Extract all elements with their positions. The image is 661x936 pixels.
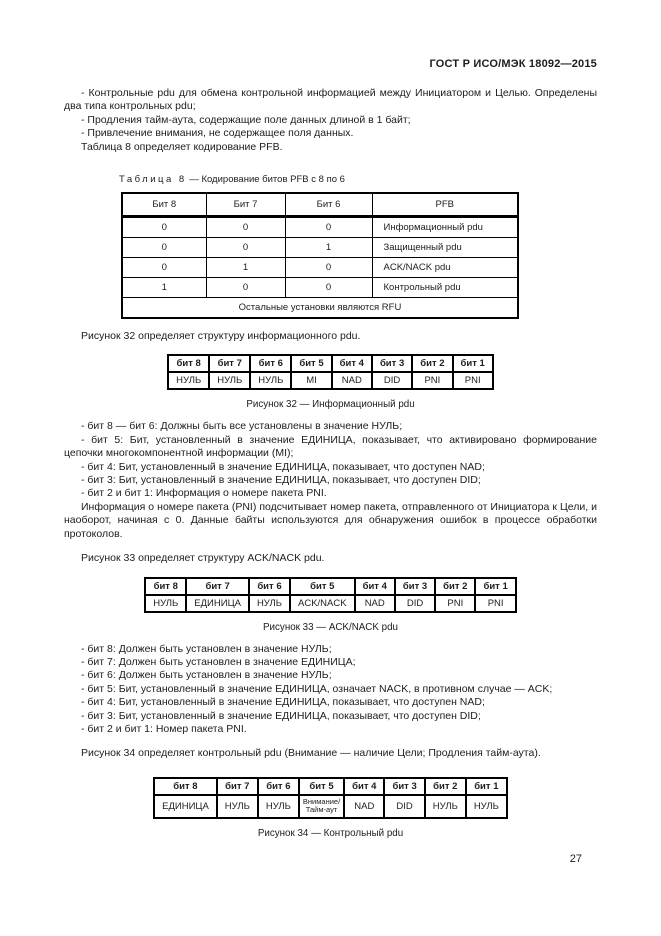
table-row: [122, 238, 518, 258]
page-number: 27: [569, 852, 582, 865]
table-cell: Информационный pdu: [372, 217, 518, 238]
figure33-value-row: [145, 595, 516, 612]
table-cell: Контрольный pdu: [372, 278, 518, 298]
paragraph-control-pdu: - Контрольные pdu для обмена контрольной информацией между Инициатором и Целью. Определены два типа контрольных pdu;: [64, 87, 597, 113]
table8-body: [122, 217, 518, 298]
column-header: Бит 6: [285, 193, 372, 217]
bit-value: DID: [384, 795, 424, 818]
paragraph-attention: - Привлечение внимания, не содержащее поля данных.: [81, 127, 354, 140]
column-header: бит 5: [291, 355, 331, 372]
bit-value: НУЛЬ: [209, 372, 250, 389]
figure32-bit-strip: [167, 354, 494, 390]
table-cell: ACK/NACK pdu: [372, 258, 518, 278]
column-header: бит 2: [435, 578, 475, 595]
figure32-notes: [64, 420, 597, 500]
bit-value: DID: [395, 595, 435, 612]
table-cell: 0: [122, 217, 206, 238]
bit-value: PNI: [453, 372, 493, 389]
column-header: бит 3: [384, 778, 424, 795]
column-header: бит 1: [453, 355, 493, 372]
figure32-value-row: [168, 372, 493, 389]
column-header: бит 2: [425, 778, 466, 795]
table-cell: 0: [206, 238, 285, 258]
bit-value: НУЛЬ: [249, 595, 290, 612]
table-cell: 1: [122, 278, 206, 298]
figure33-bit-strip: [144, 577, 517, 613]
bullet-paragraph: - бит 4: Бит, установленный в значение ЕДИНИЦА, показывает, что доступен NAD;: [81, 696, 485, 709]
bullet-paragraph: - бит 8: Должен быть установлен в значение НУЛЬ;: [81, 642, 332, 655]
figure33-caption: Рисунок 33 — ACK/NACK pdu: [263, 621, 398, 633]
bit-value: PNI: [435, 595, 475, 612]
table-cell: Защищенный pdu: [372, 238, 518, 258]
figure33-header-row: [145, 578, 516, 595]
bit-value: ЕДИНИЦА: [154, 795, 217, 818]
table-row: [122, 217, 518, 238]
column-header: бит 7: [217, 778, 258, 795]
bullet-paragraph: - бит 2 и бит 1: Информация о номере пакета PNI.: [81, 487, 327, 500]
column-header: бит 1: [475, 578, 515, 595]
bit-value: MI: [291, 372, 331, 389]
column-header: PFB: [372, 193, 518, 217]
table-row: [122, 278, 518, 298]
bullet-paragraph: - бит 5: Бит, установленный в значение ЕДИНИЦА, показывает, что активировано формирование цепочки многокомпонентной информации (MI);: [64, 433, 597, 460]
paragraph-table8-ref: Таблица 8 определяет кодирование PFB.: [81, 140, 283, 153]
bullet-paragraph: - бит 3: Бит, установленный в значение ЕДИНИЦА, показывает, что доступен DID;: [81, 474, 481, 487]
paragraph-pni-description: Информация о номере пакета (PNI) подсчитывает номер пакета, отправленного от Инициатора к Цели, и наоборот, начиная с 0. Данные байты используются для обнаружения ошибок в процессе обработки протоколов.: [64, 500, 597, 540]
bullet-paragraph: - бит 5: Бит, установленный в значение ЕДИНИЦА, означает NACK, в противном случае — ACK;: [81, 682, 553, 695]
column-header: бит 8: [168, 355, 209, 372]
column-header: бит 4: [344, 778, 384, 795]
bullet-paragraph: - бит 4: Бит, установленный в значение ЕДИНИЦА, показывает, что доступен NAD;: [81, 460, 485, 473]
column-header: бит 2: [412, 355, 452, 372]
table-cell: 0: [285, 258, 372, 278]
bullet-paragraph: - бит 7: Должен быть установлен в значение ЕДИНИЦА;: [81, 655, 356, 668]
table8-caption-label: Таблица 8: [119, 174, 187, 186]
bit-value: [299, 795, 344, 818]
column-header: бит 8: [145, 578, 186, 595]
table-cell: 0: [285, 278, 372, 298]
column-header: бит 6: [258, 778, 299, 795]
column-header: Бит 7: [206, 193, 285, 217]
bit-value: НУЛЬ: [168, 372, 209, 389]
bit-value: НУЛЬ: [145, 595, 186, 612]
column-header: бит 1: [466, 778, 507, 795]
column-header: бит 7: [186, 578, 249, 595]
bit-value: НУЛЬ: [217, 795, 258, 818]
table8-footer-row: [122, 298, 518, 319]
table8-caption-text: — Кодирование битов PFB с 8 по 6: [189, 174, 345, 186]
bit-value-line: Тайм-аут: [305, 805, 338, 815]
bit-value: НУЛЬ: [425, 795, 466, 818]
column-header: бит 3: [372, 355, 412, 372]
figure34-caption: Рисунок 34 — Контрольный pdu: [257, 827, 404, 839]
table-cell: 0: [206, 278, 285, 298]
table8-rfu-note: Остальные установки являются RFU: [122, 298, 518, 319]
bit-value: НУЛЬ: [466, 795, 507, 818]
paragraph-figure34-ref: Рисунок 34 определяет контрольный pdu (Внимание — наличие Цели; Продления тайм-аута).: [81, 747, 541, 760]
column-header: бит 8: [154, 778, 217, 795]
paragraph-figure33-ref: Рисунок 33 определяет структуру ACK/NACK pdu.: [81, 552, 325, 565]
paragraph-timeout-extension: - Продления тайм-аута, содержащие поле данных длиной в 1 байт;: [81, 113, 411, 126]
column-header: бит 4: [355, 578, 395, 595]
figure34-header-row: [154, 778, 507, 795]
bit-value: NAD: [344, 795, 384, 818]
bullet-paragraph: - бит 3: Бит, установленный в значение ЕДИНИЦА, показывает, что доступен DID;: [81, 709, 481, 722]
bit-value: DID: [372, 372, 412, 389]
bit-value: ЕДИНИЦА: [186, 595, 249, 612]
bit-value-line: Внимание/: [302, 796, 341, 806]
table-cell: 0: [285, 217, 372, 238]
column-header: бит 6: [249, 578, 290, 595]
table-row: [122, 258, 518, 278]
table-cell: 0: [122, 258, 206, 278]
column-header: бит 4: [332, 355, 372, 372]
bit-value: PNI: [475, 595, 515, 612]
column-header: бит 7: [209, 355, 250, 372]
bullet-paragraph: - бит 2 и бит 1: Номер пакета PNI.: [81, 722, 247, 735]
figure32-header-row: [168, 355, 493, 372]
figure32-caption: Рисунок 32 — Информационный pdu: [246, 399, 415, 411]
column-header: бит 3: [395, 578, 435, 595]
table-cell: 1: [285, 238, 372, 258]
table-cell: 0: [206, 217, 285, 238]
column-header: Бит 8: [122, 193, 206, 217]
bit-value: НУЛЬ: [258, 795, 299, 818]
table8-caption: [119, 174, 597, 185]
bit-value: ACK/NACK: [290, 595, 355, 612]
figure34-bit-strip: [153, 777, 508, 819]
bit-value: NAD: [332, 372, 372, 389]
bit-value: PNI: [412, 372, 452, 389]
bullet-paragraph: - бит 6: Должен быть установлен в значение НУЛЬ;: [81, 669, 332, 682]
paragraph-figure32-ref: Рисунок 32 определяет структуру информационного pdu.: [81, 330, 361, 343]
column-header: бит 5: [290, 578, 355, 595]
table-cell: 0: [122, 238, 206, 258]
column-header: бит 6: [250, 355, 291, 372]
table8-header-row: [122, 193, 518, 217]
column-header: бит 5: [299, 778, 344, 795]
figure33-notes: [64, 643, 597, 737]
figure34-value-row: [154, 795, 507, 818]
table-cell: 1: [206, 258, 285, 278]
bit-value: NAD: [355, 595, 395, 612]
bit-value: НУЛЬ: [250, 372, 291, 389]
document-title: ГОСТ Р ИСО/МЭК 18092—2015: [429, 58, 597, 70]
table8-pfb-coding: [121, 192, 519, 319]
bullet-paragraph: - бит 8 — бит 6: Должны быть все установлены в значение НУЛЬ;: [81, 420, 403, 433]
